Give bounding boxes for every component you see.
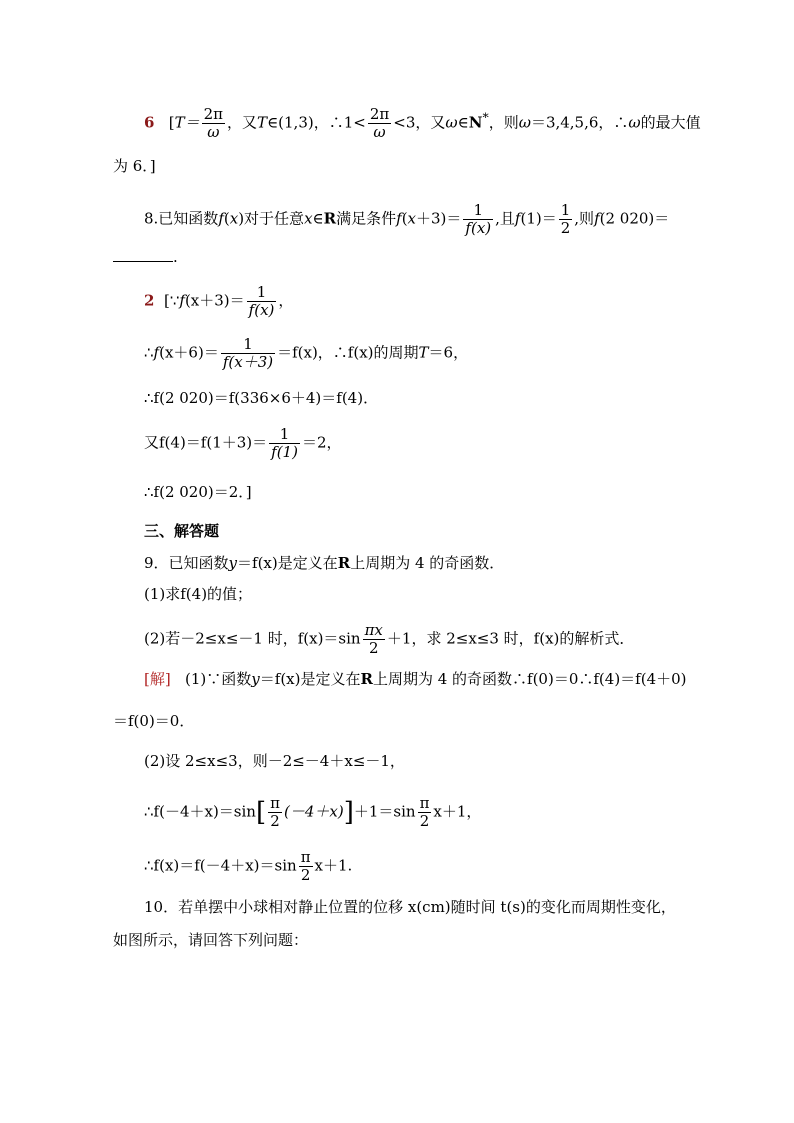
sol8-line1: 2 [∵f(x＋3)＝ $\frac{1}{f(x)}$ ， xyxy=(144,283,294,319)
sol9-line1: [解] (1)∵函数y＝f(x)是定义在R上周期为 4 的奇函数∴f(0)＝0∴f(4)＝f(4＋0) xyxy=(144,670,687,688)
fraction: $\frac{1}{f(x+3)}$ xyxy=(222,335,274,371)
fraction: $\frac{2\pi}{\omega}$ xyxy=(369,105,390,141)
answer-blank xyxy=(113,247,173,262)
sol8-line4: 又f(4)＝f(1＋3)＝ $\frac{1}{f(1)}$ ＝2， xyxy=(144,425,342,461)
q7-line1: 6 [T＝ $\frac{2\pi}{\omega}$ ，又T∈(1,3)，∴1< $\frac{2\pi}{\omega}$ <3，又ω∈N*，则ω＝3,4,5,6，∴ω的最大值 xyxy=(144,105,701,141)
solution-tag: [解] xyxy=(144,670,171,688)
fraction: $\frac{1}{2}$ xyxy=(560,201,571,237)
section-heading: 三、解答题 xyxy=(144,522,220,540)
q9-line1: 9．已知函数y＝f(x)是定义在R上周期为 4 的奇函数． xyxy=(144,554,505,572)
q8-line2: . xyxy=(113,247,178,267)
q7-line2: 为 6．] xyxy=(113,157,156,175)
q10-line1: 10．若单摆中小球相对静止位置的位移 x(cm)随时间 t(s)的变化而周期性变化， xyxy=(144,898,676,916)
fraction: $\frac{2\pi}{\omega}$ xyxy=(203,105,224,141)
q10-line2: 如图所示，请回答下列问题： xyxy=(113,931,309,949)
q9-line3: (2)若－2≤x≤－1 时，f(x)＝sin $\frac{\pi x}{2}$ ＋1，求 2≤x≤3 时，f(x)的解析式． xyxy=(144,621,635,657)
fraction: $\frac{1}{f(x)}$ xyxy=(465,201,492,237)
fraction: $\frac{\pi}{2}$ xyxy=(419,794,430,830)
q9-line2: (1)求f(4)的值； xyxy=(144,585,253,603)
fraction: $\frac{\pi x}{2}$ xyxy=(364,621,383,657)
sol8-line5: ∴f(2 020)＝2．] xyxy=(144,483,252,501)
fraction: $\frac{1}{f(1)}$ xyxy=(271,425,298,461)
sol9-line2: ＝f(0)＝0． xyxy=(113,712,195,730)
fraction: $\frac{1}{f(x)}$ xyxy=(248,283,275,319)
q8-line1: 8.已知函数f(x)对于任意x∈R满足条件f(x＋3)＝ $\frac{1}{f(x)}$ ,且f(1)＝ $\frac{1}{2}$ ,则f(2 020)＝ xyxy=(144,201,670,237)
sol8-line2: ∴f(x＋6)＝ $\frac{1}{f(x+3)}$ ＝f(x)，∴f(x)的周期T＝6， xyxy=(144,335,469,371)
sol9-line3: (2)设 2≤x≤3，则－2≤－4＋x≤－1， xyxy=(144,752,405,770)
sol8-line3: ∴f(2 020)＝f(336×6＋4)＝f(4)． xyxy=(144,389,379,407)
sol9-line5: ∴f(x)＝f(－4＋x)＝sin $\frac{\pi}{2}$ x＋1. xyxy=(144,848,353,884)
fraction: $\frac{\pi}{2}$ xyxy=(300,848,311,884)
sol9-line4: ∴f(－4＋x)＝sin[ $\frac{\pi}{2}$ (－4＋x)]＋1＝sin $\frac{\pi}{2}$ x＋1， xyxy=(144,794,482,830)
sol8-answer: 2 xyxy=(144,291,155,310)
fraction: $\frac{\pi}{2}$ xyxy=(270,794,280,830)
q7-answer: 6 xyxy=(144,113,155,132)
